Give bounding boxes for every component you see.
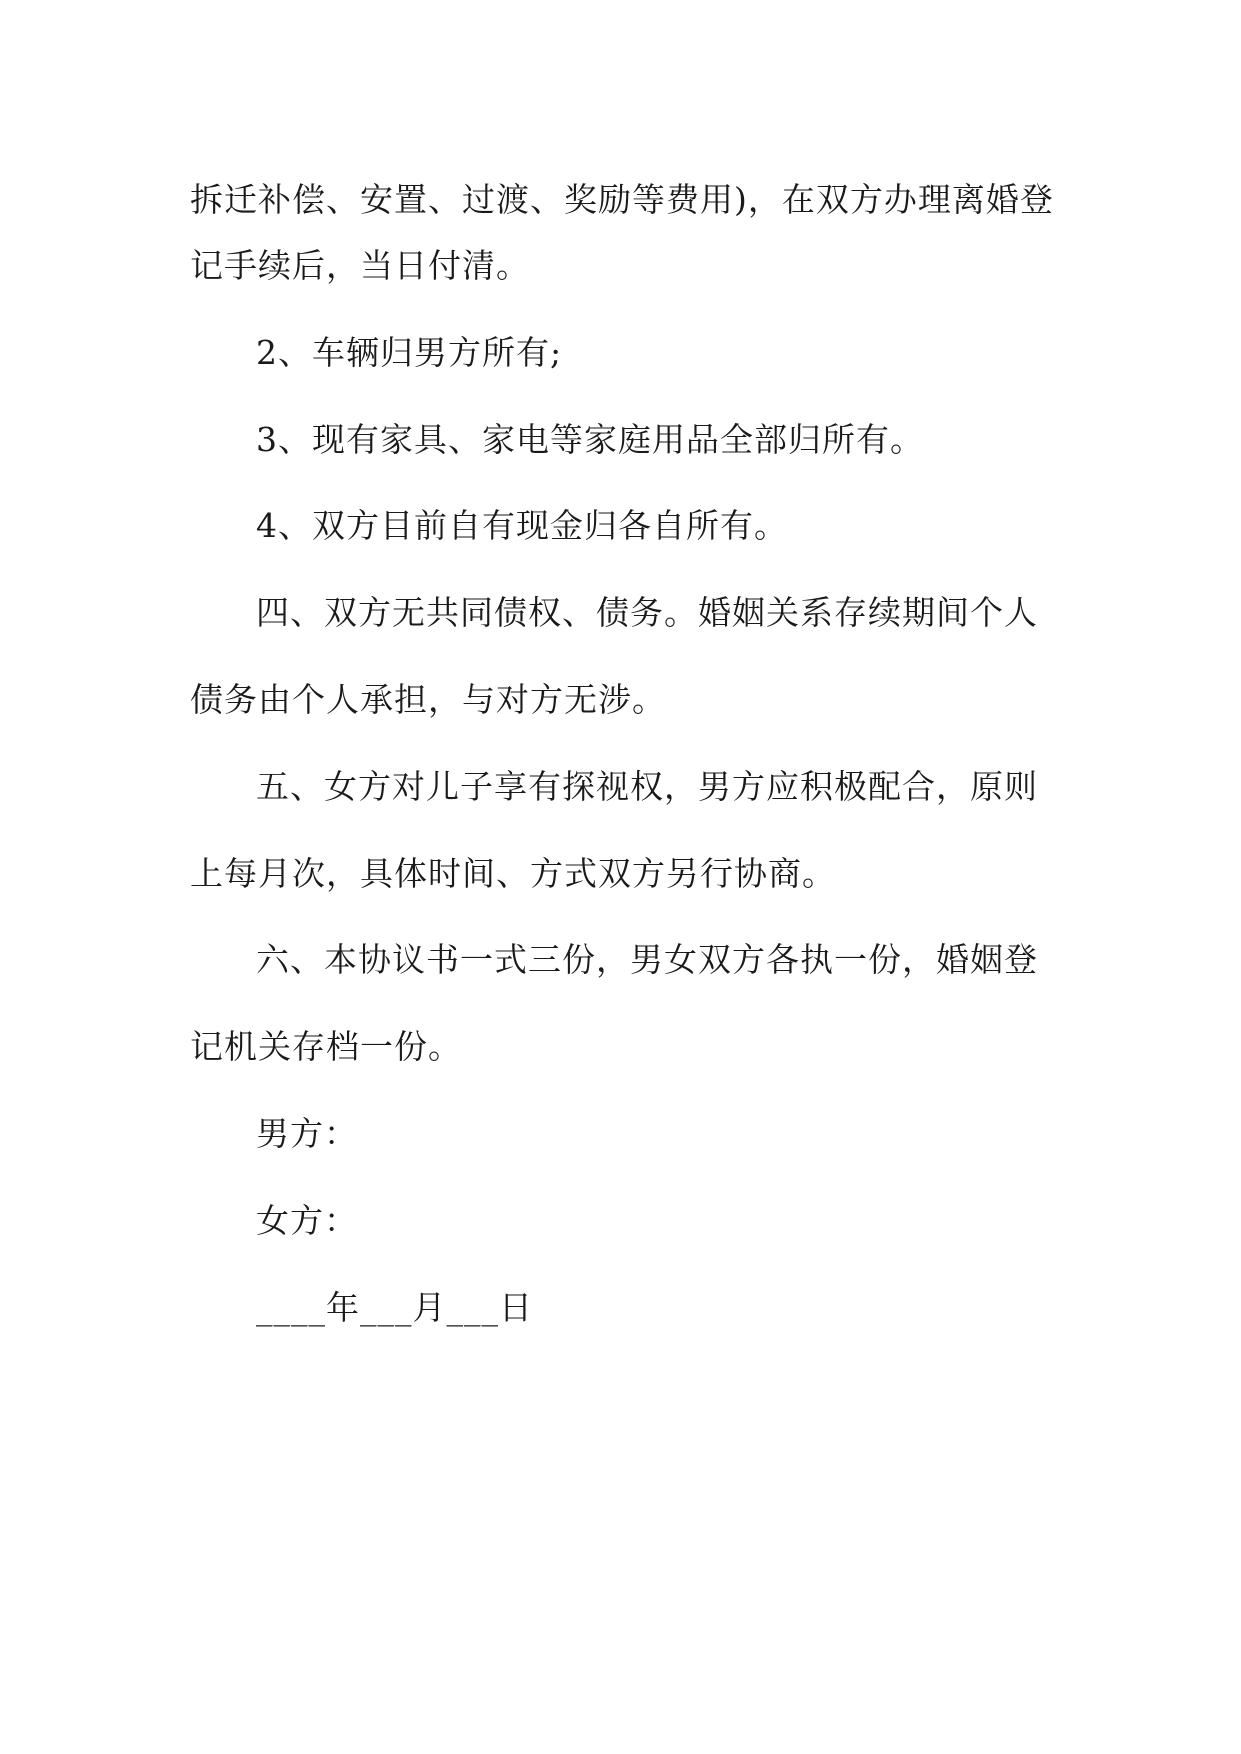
clause-five: 五、女方对儿子享有探视权，男方应积极配合，原则 [256,767,1038,806]
clause-four: 四、双方无共同债权、债务。婚姻关系存续期间个人 [256,593,1038,632]
list-item-furniture: 3、现有家具、家电等家庭用品全部归所有。 [256,420,924,459]
list-item-vehicle: 2、车辆归男方所有; [256,333,563,372]
paragraph-line: 上每月次，具体时间、方式双方另行协商。 [190,854,836,893]
paragraph-line: 拆迁补偿、安置、过渡、奖励等费用)，在双方办理离婚登 [190,180,1054,219]
paragraph-line: 记手续后，当日付清。 [190,246,530,285]
date-line: ____年___月___日 [256,1288,533,1327]
paragraph-line: 债务由个人承担，与对方无涉。 [190,680,666,719]
signature-female: 女方： [256,1201,358,1240]
clause-six: 六、本协议书一式三份，男女双方各执一份，婚姻登 [256,940,1038,979]
signature-male: 男方： [256,1114,358,1153]
list-item-cash: 4、双方目前自有现金归各自所有。 [256,506,788,545]
paragraph-line: 记机关存档一份。 [190,1027,462,1066]
